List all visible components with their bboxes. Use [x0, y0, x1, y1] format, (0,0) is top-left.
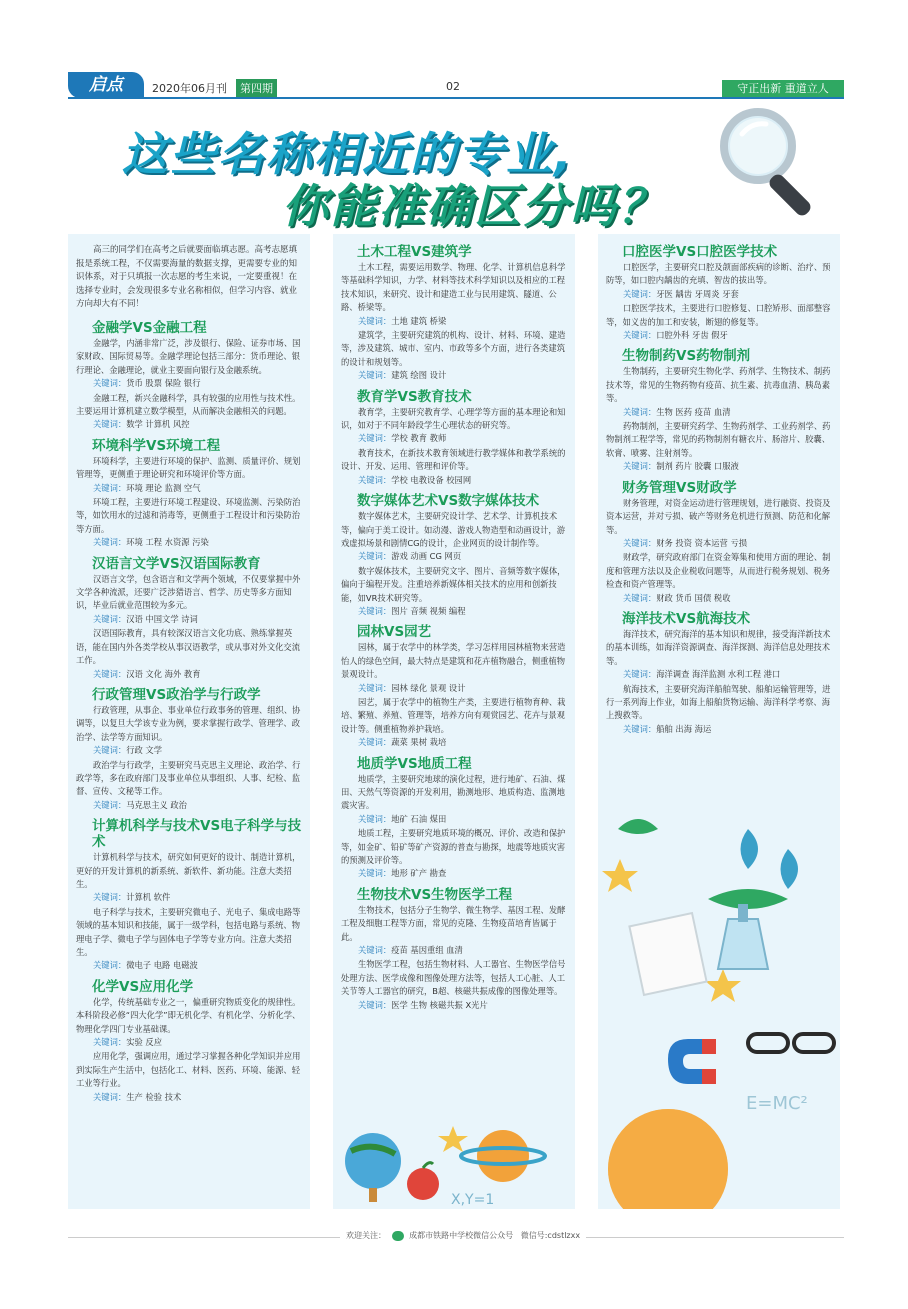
major-comparison-section — [76, 818, 304, 973]
keywords-value: 计算机 软件 — [126, 892, 171, 903]
keywords-line — [606, 329, 834, 342]
keywords-value: 汉语 中国文学 诗词 — [126, 613, 198, 624]
major-comparison-section — [341, 389, 569, 487]
footer-account: 成都市铁路中学校微信公众号 — [409, 1231, 514, 1240]
section-title: 生物制药VS药物制剂 — [622, 348, 751, 365]
major-description: 数字媒体艺术，主要研究设计学、艺术学、计算机技术等，偏向于美工设计。如动漫、游戏人物造型和动画设计，游戏虚拟场景和剧情CG的设计，企业网页的设计制作等。 — [341, 511, 566, 548]
keywords-line — [606, 592, 834, 605]
keywords-value: 牙医 龋齿 牙周炎 牙套 — [656, 288, 739, 299]
keywords-line — [76, 377, 304, 390]
keywords-label: 关键词： — [93, 613, 127, 624]
section-title: 环境科学VS环境工程 — [92, 437, 221, 454]
keywords-line — [76, 1091, 304, 1104]
keywords-label: 关键词： — [93, 419, 127, 430]
header-rule — [68, 97, 844, 99]
major-comparison-section — [341, 244, 569, 383]
keywords-label: 关键词： — [623, 723, 657, 734]
section-title: 行政管理VS政治学与行政学 — [92, 686, 261, 703]
major-description: 药物制剂，主要研究药学、生物药剂学、工业药剂学、药物制剂工程学等，常见的药物制剂有糖衣片、肠溶片、胶囊、软膏、喷雾、注射剂等。 — [606, 421, 831, 458]
keywords-line — [341, 474, 569, 487]
major-description: 财政学，研究政府部门在资金筹集和使用方面的理论、制度和管理方法以及企业税收问题等，从而进行税务规划、税务检查和资产管理等。 — [606, 552, 831, 590]
keywords-line — [76, 959, 304, 972]
keywords-line — [76, 668, 304, 681]
keywords-value: 游戏 动画 CG 网页 — [391, 551, 462, 562]
keywords-value: 马克思主义 政治 — [126, 799, 187, 810]
keywords-value: 环境 理论 监测 空气 — [126, 482, 201, 493]
xy-formula: X,Y=1 — [451, 1192, 495, 1208]
major-description: 汉语言文学，包含语言和文学两个领域，不仅要掌握中外文学各种流派，还要广泛涉猎语言、哲学、历史等多方面知识，毕业后就业范围较为多元。 — [76, 573, 301, 611]
keywords-label: 关键词： — [93, 1091, 127, 1102]
headline-line-2: 你能准确区分吗？ — [282, 179, 666, 233]
keywords-label: 关键词： — [358, 551, 392, 562]
major-description: 化学，传统基础专业之一，偏重研究物质变化的规律性。本科阶段必修“四大化学”即无机化学、有机化学、分析化学、物理化学四门专业基础课。 — [76, 996, 301, 1034]
major-description: 环境工程，主要进行环境工程建设、环境监测、污染防治等，如饮用水的过滤和消毒等，更侧重于工程设计和污染防治等方面。 — [76, 497, 301, 534]
keywords-value: 制剂 药片 胶囊 口服液 — [656, 461, 739, 472]
keywords-line — [76, 744, 304, 757]
keywords-line — [341, 605, 569, 618]
major-description: 行政管理，从事企、事业单位行政事务的管理、组织、协调等，以复旦大学该专业为例，要求掌握行政学、管理学、政治学、法学等方面知识。 — [76, 704, 301, 742]
keywords-line — [341, 944, 569, 957]
issue-date: 2020年06月刊 — [152, 82, 227, 95]
keywords-line — [341, 315, 569, 328]
major-description: 园艺，属于农学中的植物生产类，主要进行植物育种、栽培、繁殖、养殖、管理等，培养方向有观赏园艺、花卉与景观设计等。侧重植物养护栽培。 — [341, 696, 566, 734]
masthead-logo: 启点 — [68, 72, 144, 98]
keywords-label: 关键词： — [93, 745, 127, 756]
keywords-line — [341, 432, 569, 445]
keywords-value: 学校 教育 教师 — [391, 433, 447, 444]
intro-paragraph: 高三的同学们在高考之后就要面临填志愿。高考志愿填报是系统工程，不仅需要海量的数据支撑，更需要专业的知识体系，对于只填报一次志愿的考生来说，一定要重视！在选择专业时，会发现很多专业名称相似，但学习内容、就业方向却大有不同！ — [76, 245, 298, 310]
footer-follow: 欢迎关注： — [346, 1231, 386, 1240]
major-comparison-section — [606, 611, 834, 736]
major-description: 数字媒体技术，主要研究文字、图片、音频等数字媒体，偏向于编程开发。注重培养新媒体相关技术的应用和创新技能，如VR技术研究等。 — [341, 565, 566, 603]
keywords-label: 关键词： — [93, 892, 127, 903]
keywords-label: 关键词： — [623, 406, 657, 417]
keywords-line — [341, 999, 569, 1012]
section-title: 海洋技术VS航海技术 — [622, 610, 751, 627]
keywords-line — [341, 813, 569, 826]
keywords-label: 关键词： — [623, 669, 657, 680]
major-comparison-section — [341, 624, 569, 749]
keywords-value: 生物 医药 疫苗 血清 — [656, 406, 731, 417]
keywords-line — [76, 536, 304, 549]
major-comparison-section — [606, 480, 834, 605]
keywords-label: 关键词： — [358, 868, 392, 879]
keywords-value: 环境 工程 水资源 污染 — [126, 537, 209, 548]
major-description: 计算机科学与技术，研究如何更好的设计、制造计算机，更好的开发计算机的新系统、新软件、新功能。注意大类招生。 — [76, 852, 301, 889]
keywords-label: 关键词： — [623, 288, 657, 299]
keywords-line — [606, 668, 834, 681]
wechat-icon — [392, 1231, 404, 1241]
keywords-label: 关键词： — [358, 999, 392, 1010]
keywords-line — [76, 799, 304, 812]
keywords-line — [341, 369, 569, 382]
keywords-value: 园林 绿化 景观 设计 — [391, 682, 466, 693]
section-title: 土木工程VS建筑学 — [357, 244, 472, 260]
keywords-label: 关键词： — [93, 482, 127, 493]
keywords-value: 汉语 文化 海外 教育 — [126, 668, 201, 679]
keywords-value: 行政 文学 — [126, 745, 163, 756]
major-description: 口腔医学技术，主要进行口腔修复、口腔矫形、面部整容等，如义齿的加工和安装，断翅的修复等。 — [606, 303, 831, 327]
keywords-value: 生产 检验 技术 — [126, 1091, 182, 1102]
major-description: 园林，属于农学中的林学类，学习怎样用园林植物来营造怡人的绿色空间，最大特点是建筑和花卉植物融合，侧重植物景观设计。 — [341, 642, 566, 680]
major-description: 地质学，主要研究地球的演化过程，进行地矿、石油、煤田、天然气等资源的开发利用，勘测地形、地质构造、监测地震灾害。 — [341, 773, 566, 811]
education-illustration — [598, 809, 840, 1209]
keywords-label: 关键词： — [623, 537, 657, 548]
keywords-label: 关键词： — [623, 461, 657, 472]
keywords-label: 关键词： — [358, 433, 392, 444]
major-comparison-section — [341, 493, 569, 618]
major-comparison-section — [341, 887, 569, 1012]
major-comparison-section — [76, 556, 304, 681]
major-description: 政治学与行政学，主要研究马克思主义理论、政治学、行政学等，多在政府部门及事业单位从事组织、人事、纪检、监督、宣传、文秘等工作。 — [76, 759, 301, 797]
section-title: 化学VS应用化学 — [92, 978, 194, 995]
keywords-value: 图片 音频 视频 编程 — [391, 605, 466, 616]
section-title: 口腔医学VS口腔医学技术 — [622, 244, 778, 260]
keywords-value: 财务 投资 资本运营 亏损 — [656, 537, 748, 548]
major-description: 电子科学与技术，主要研究微电子、光电子、集成电路等领域的基本知识和技能，属于一级学科，包括电路与系统、物理电子学、微电子学与固体电子学等专业方向。注意大类招生。 — [76, 906, 301, 957]
keywords-value: 海洋调查 海洋监测 水利工程 港口 — [656, 669, 781, 680]
keywords-line — [76, 1036, 304, 1049]
keywords-line — [341, 550, 569, 563]
major-description: 地质工程，主要研究地质环境的概况、评价、改造和保护等，如金矿、铅矿等矿产资源的普查与勘探，地震等地质灾害的预测及评价等。 — [341, 828, 566, 866]
keywords-line — [76, 482, 304, 495]
major-description: 教育学，主要研究教育学、心理学等方面的基本理论和知识，如对于不同年龄段学生心理状态的研究等。 — [341, 406, 566, 431]
footer — [340, 1230, 586, 1241]
keywords-label: 关键词： — [358, 474, 392, 485]
keywords-label: 关键词： — [358, 945, 392, 956]
keywords-line — [606, 537, 834, 550]
section-title: 金融学VS金融工程 — [92, 319, 207, 336]
section-title: 教育学VS教育技术 — [357, 388, 472, 405]
science-illustration — [333, 1106, 575, 1209]
major-description: 教育技术，在新技术教育领域进行教学媒体和教学系统的设计、开发、运用、管理和评价等。 — [341, 447, 566, 472]
keywords-label: 关键词： — [93, 378, 127, 389]
major-description: 航海技术，主要研究海洋船舶驾驶、船舶运输管理等，进行一系列海上作业，如海上船舶货物运输、海洋科学考察、海上搜救等。 — [606, 683, 831, 721]
keywords-line — [341, 682, 569, 695]
keywords-value: 建筑 绘图 设计 — [391, 370, 447, 381]
keywords-value: 地矿 石油 煤田 — [391, 813, 447, 824]
keywords-value: 数学 计算机 风控 — [126, 419, 190, 430]
keywords-line — [606, 288, 834, 301]
keywords-value: 地形 矿产 勘查 — [391, 868, 447, 879]
keywords-label: 关键词： — [623, 330, 657, 341]
major-description: 金融学，内涵非常广泛，涉及银行、保险、证券市场、国家财政、国际贸易等。金融学理论包括三部分：货币理论、银行理论、金融理论，就业主要面向银行及金融系统。 — [76, 337, 301, 375]
keywords-label: 关键词： — [358, 315, 392, 326]
keywords-line — [76, 418, 304, 431]
keywords-label: 关键词： — [358, 605, 392, 616]
keywords-line — [76, 613, 304, 626]
column-right — [598, 234, 840, 1209]
headline-line-1: 这些名称相近的专业, — [122, 127, 574, 181]
section-title: 财务管理VS财政学 — [622, 479, 737, 496]
keywords-label: 关键词： — [93, 1037, 127, 1048]
keywords-value: 学校 电教设备 校园网 — [391, 474, 472, 485]
major-comparison-section — [76, 438, 304, 550]
keywords-value: 船舶 出海 海运 — [656, 723, 712, 734]
col3-sections — [606, 244, 834, 736]
keywords-value: 疫苗 基因重组 血清 — [391, 945, 463, 956]
major-description: 应用化学，强调应用，通过学习掌握各种化学知识并应用到实际生产生活中，包括化工、材料、医药、环境、能源、轻工业等行业。 — [76, 1051, 301, 1089]
keywords-label: 关键词： — [358, 813, 392, 824]
keywords-label: 关键词： — [623, 592, 657, 603]
keywords-label: 关键词： — [93, 799, 127, 810]
major-description: 汉语国际教育，具有较深汉语言文化功底、熟练掌握英语，能在国内外各类学校从事汉语教学，或从事对外文化交流工作。 — [76, 628, 301, 666]
major-comparison-section — [76, 979, 304, 1104]
section-title: 汉语言文学VS汉语国际教育 — [92, 555, 261, 572]
keywords-line — [606, 723, 834, 736]
section-title: 计算机科学与技术VS电子科学与技术 — [92, 818, 302, 851]
page-number: 02 — [446, 80, 460, 93]
keywords-value: 货币 股票 保险 银行 — [126, 378, 201, 389]
keywords-label: 关键词： — [93, 537, 127, 548]
keywords-value: 土地 建筑 桥梁 — [391, 315, 447, 326]
column-left — [68, 234, 310, 1209]
keywords-value: 口腔外科 牙齿 假牙 — [656, 330, 728, 341]
header-slogan: 守正出新 重道立人 — [722, 80, 844, 97]
section-title: 生物技术VS生物医学工程 — [357, 886, 513, 903]
major-description: 生物技术，包括分子生物学、微生物学、基因工程、发酵工程及细胞工程等方面，常见的克隆、生物疫苗培育皆属于此。 — [341, 904, 566, 942]
issue-number: 第四期 — [236, 79, 277, 97]
keywords-line — [341, 736, 569, 749]
emc2-formula: E=MC² — [746, 1093, 808, 1114]
keywords-line — [606, 406, 834, 419]
column-middle — [333, 234, 575, 1209]
major-comparison-section — [606, 244, 834, 342]
major-comparison-section — [76, 687, 304, 812]
keywords-value: 蔬菜 果树 栽培 — [391, 737, 447, 748]
major-description: 环境科学，主要进行环境的保护、监测、质量评价、规划管理等，更侧重于理论研究和环境评价等方面。 — [76, 455, 301, 480]
major-comparison-section — [606, 348, 834, 473]
major-description: 土木工程，需要运用数学、物理、化学、计算机信息科学等基础科学知识，力学、材料等技术科学知识以及相应的工程技术知识，来研究、设计和建造工业与民用建筑、隧道、公路、桥梁等。 — [341, 262, 566, 313]
major-comparison-section — [341, 756, 569, 881]
major-description: 金融工程，新兴金融科学，具有较强的应用性与技术性。主要运用计算机建立数学模型，从而解决金融相关的问题。 — [76, 392, 301, 416]
keywords-line — [606, 460, 834, 473]
footer-wechat-id: 微信号:cdstlzxx — [520, 1231, 581, 1240]
section-title: 数字媒体艺术VS数字媒体技术 — [357, 493, 540, 510]
keywords-line — [341, 867, 569, 880]
keywords-label: 关键词： — [358, 682, 392, 693]
col2-sections — [341, 244, 569, 1012]
magnifier-icon — [708, 104, 838, 224]
major-description: 财务管理，对资金运动进行管理规划，进行融资、投资及资本运营，并对亏损、破产等财务危机进行预测、防范和化解等。 — [606, 497, 831, 535]
keywords-value: 财政 货币 国债 税收 — [656, 592, 731, 603]
keywords-value: 微电子 电路 电磁波 — [126, 960, 198, 971]
keywords-value: 医学 生物 核磁共振 X光片 — [391, 999, 488, 1010]
section-title: 园林VS园艺 — [357, 624, 432, 641]
major-description: 生物制药，主要研究生物化学、药剂学、生物技术、制药技术等，常见的生物药物有疫苗、抗生素、抗毒血清、胰岛素等。 — [606, 366, 831, 404]
keywords-label: 关键词： — [358, 737, 392, 748]
keywords-label: 关键词： — [358, 370, 392, 381]
major-comparison-section — [76, 320, 304, 432]
major-description: 海洋技术，研究海洋的基本知识和规律，接受海洋新技术的基本训练，如海洋资源调查、海洋探测、海洋信息处理技术等。 — [606, 628, 831, 666]
col1-sections — [76, 320, 304, 1104]
major-description: 建筑学，主要研究建筑的机构、设计、材料、环境、建造等，涉及建筑、城市、室内、市政等多个方面，进行各类建筑的设计和规划等。 — [341, 330, 566, 367]
keywords-value: 实验 反应 — [126, 1037, 163, 1048]
keywords-line — [76, 891, 304, 904]
major-description: 口腔医学，主要研究口腔及颌面部疾病的诊断、治疗、预防等，如口腔内龋齿的充填、智齿的拔出等。 — [606, 262, 831, 286]
section-title: 地质学VS地质工程 — [357, 755, 472, 772]
major-description: 生物医学工程，包括生物材料、人工器官、生物医学信号处理方法、医学成像和图像处理方法等，包括人工心脏、人工关节等人工器官的研究，B超、核磁共振成像的图像处理等。 — [341, 959, 566, 997]
keywords-label: 关键词： — [93, 668, 127, 679]
keywords-label: 关键词： — [93, 960, 127, 971]
